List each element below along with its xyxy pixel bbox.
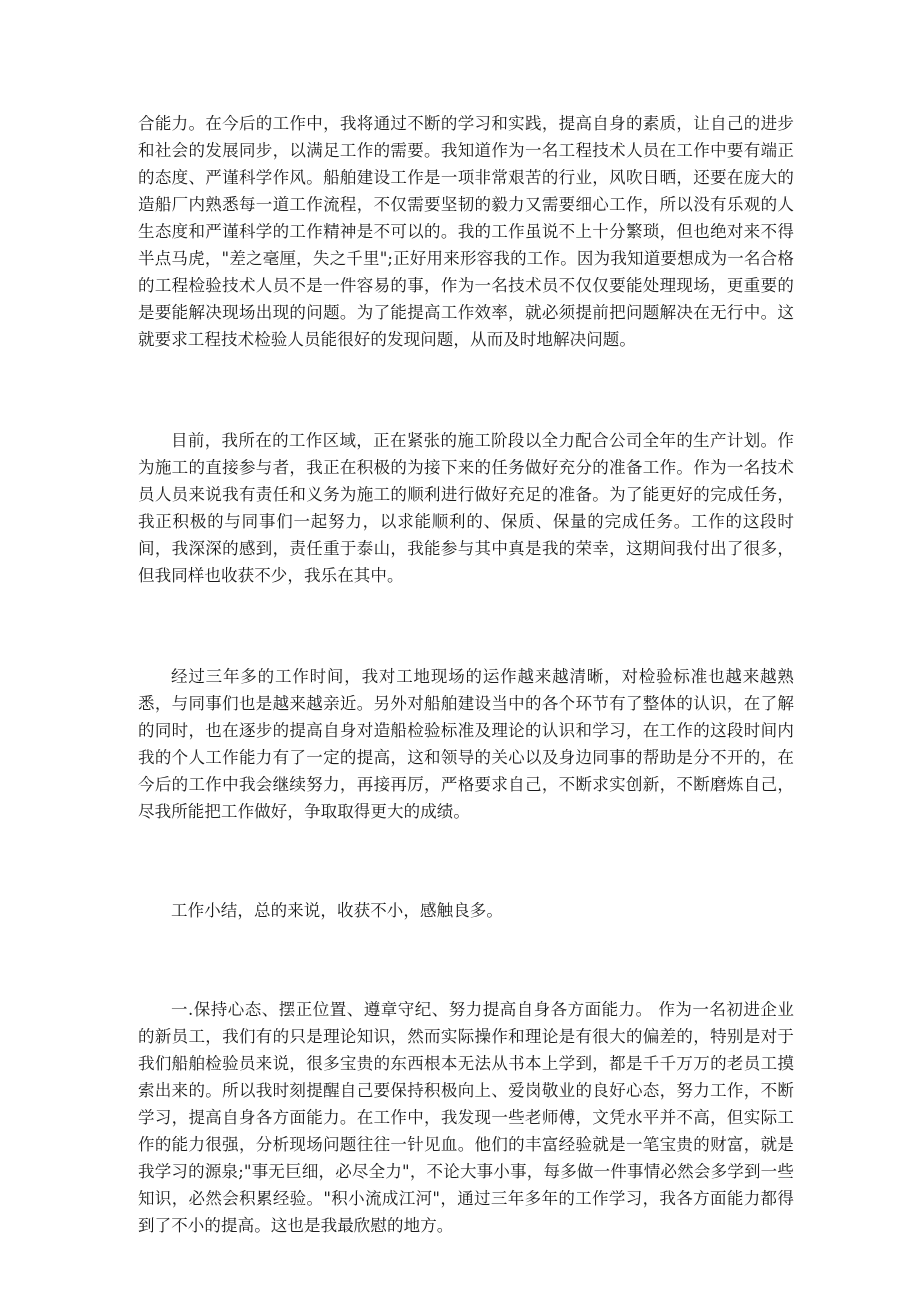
paragraph-1: 合能力。在今后的工作中，我将通过不断的学习和实践，提高自身的素质，让自己的进步和社会的发展同步，以满足工作的需要。我知道作为一名工程技术人员在工作中要有端正的态度、严谨科学作风。船舶建设工作是一项非常艰苦的行业，风吹日晒，还要在庞大的造船厂内熟悉每一道工作流程，不仅需要坚韧的毅力又需要细心工作，所以没有乐观的人生态度和严谨科学的工作精神是不可以的。我的工作虽说不上十分繁琐，但也绝对来不得半点马虎，"差之毫厘，失之千里";正好用来形容我的工作。因为我知道要想成为一名合格的工程检验技术人员不是一件容易的事，作为一名技术员不仅仅要能处理现场，更重要的是要能解决现场出现的问题。为了能提高工作效率，就必须提前把问题解决在无行中。这就要求工程技术检验人员能很好的发现问题，从而及时地解决问题。 bbox=[138, 114, 794, 349]
paragraph-4-summary: 工作小结，总的来说，收获不小，感触良多。 bbox=[171, 901, 503, 920]
document-page bbox=[138, 110, 794, 1239]
paragraph-3: 经过三年多的工作时间，我对工地现场的运作越来越清晰，对检验标准也越来越熟悉，与同事们也是越来越亲近。另外对船舶建设当中的各个环节有了整体的认识，在了解的同时，也在逐步的提高自身对造船检验标准及理论的认识和学习，在工作的这段时间内我的个人工作能力有了一定的提高，这和领导的关心以及身边同事的帮助是分不开的，在今后的工作中我会继续努力，再接再厉，严格要求自己，不断求实创新，不断磨炼自己，尽我所能把工作做好，争取取得更大的成绩。 bbox=[138, 667, 794, 821]
paragraph-5: 一.保持心态、摆正位置、遵章守纪、努力提高自身各方面能力。 作为一名初进企业的新员工，我们有的只是理论知识，然而实际操作和理论是有很大的偏差的，特别是对于我们船舶检验员来说，很多宝贵的东西根本无法从书本上学到，都是千千万万的老员工摸索出来的。所以我时刻提醒自己要保持积极向上、爱岗敬业的良好心态，努力工作，不断学习，提高自身各方面能力。在工作中，我发现一些老师傅，文凭水平并不高，但实际工作的能力很强，分析现场问题往往一针见血。他们的丰富经验就是一笔宝贵的财富，就是我学习的源泉;"事无巨细，必尽全力"，不论大事小事，每多做一件事情必然会多学到一些知识，必然会积累经验。"积小流成江河"，通过三年多年的工作学习，我各方面能力都得到了不小的提高。这也是我最欣慰的地方。 bbox=[138, 1000, 794, 1235]
paragraph-2: 目前，我所在的工作区域，正在紧张的施工阶段以全力配合公司全年的生产计划。作为施工的直接参与者，我正在积极的为接下来的任务做好充分的准备工作。作为一名技术员人员来说我有责任和义务为施工的顺利进行做好充足的准备。为了能更好的完成任务，我正积极的与同事们一起努力，以求能顺利的、保质、保量的完成任务。工作的这段时间，我深深的感到，责任重于泰山，我能参与其中真是我的荣幸，这期间我付出了很多，但我同样也收获不少，我乐在其中。 bbox=[138, 431, 794, 585]
